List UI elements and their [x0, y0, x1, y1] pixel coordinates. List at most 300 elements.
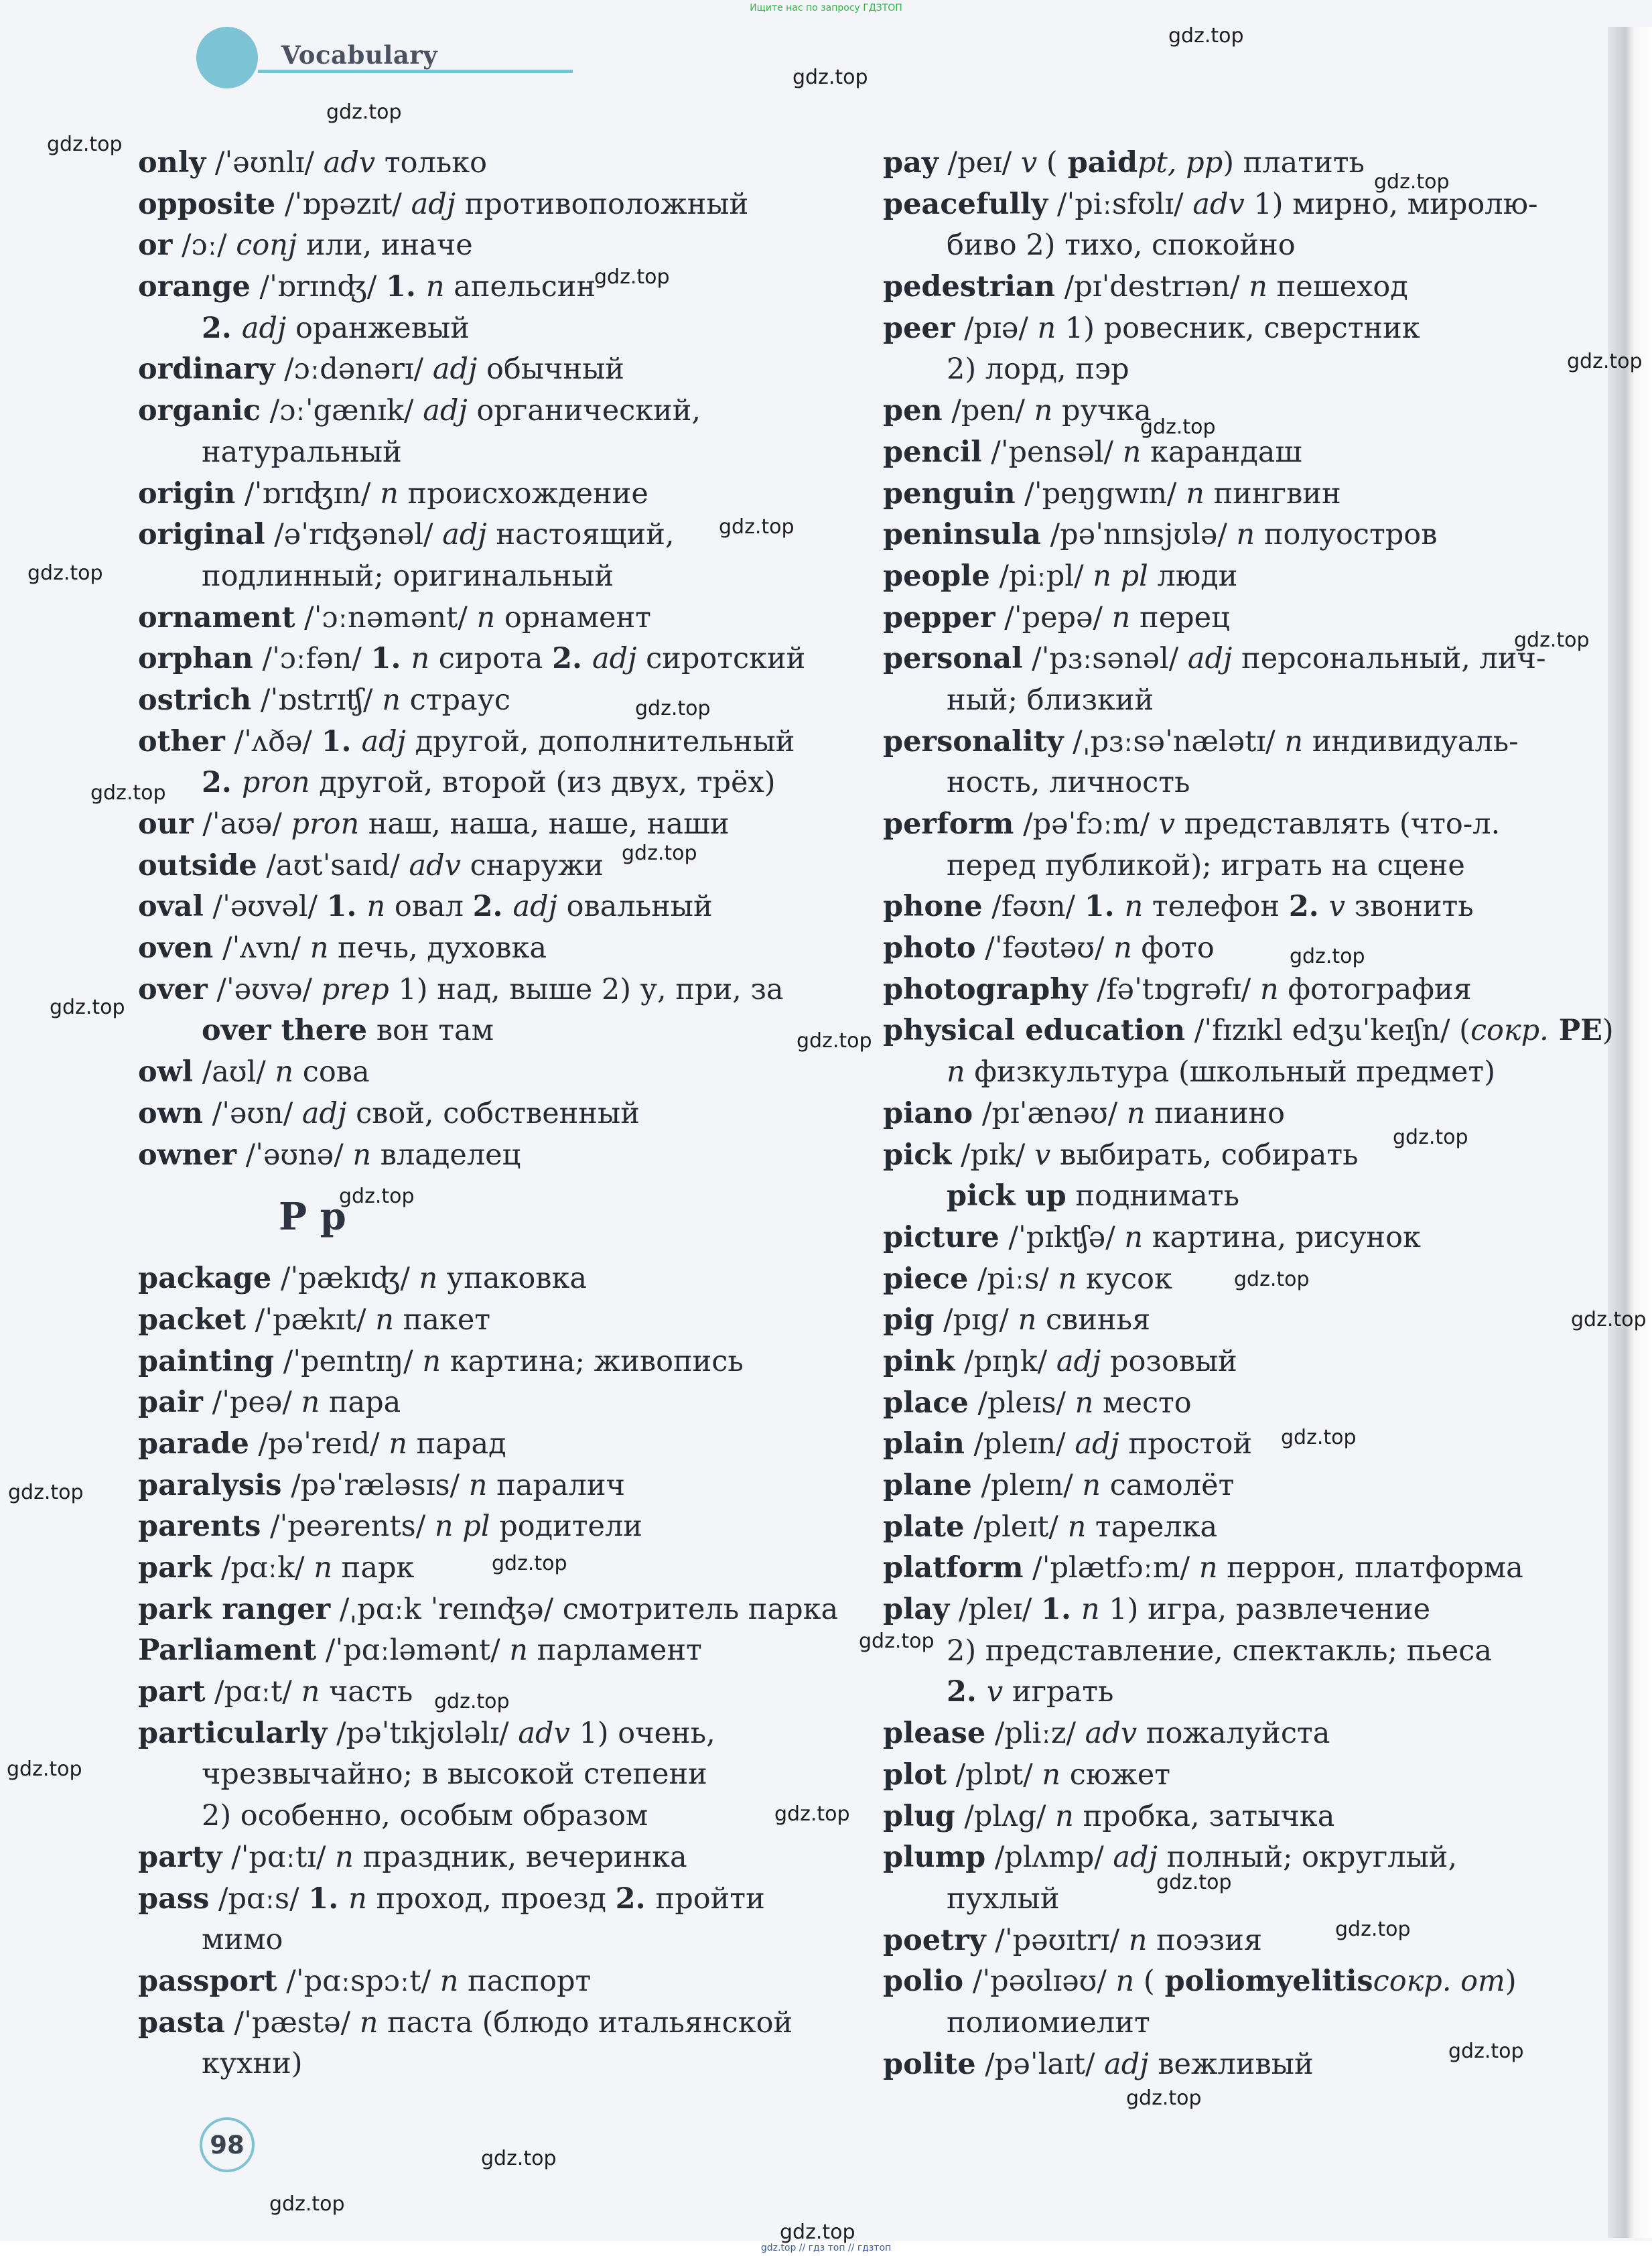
translation: или, иначе: [297, 228, 473, 263]
transcription: /pɪˈdestrɪən/: [1055, 270, 1249, 304]
translation: фотография: [1278, 972, 1472, 1006]
translation: обычный: [477, 352, 624, 387]
entry-continuation-line: [883, 1879, 1586, 1920]
headword: plane: [883, 1469, 972, 1502]
part-of-speech: adj: [1104, 2047, 1149, 2081]
vocabulary-entry: [883, 1507, 1586, 1548]
part-of-speech: v: [1158, 807, 1176, 841]
vocabulary-entry: [138, 1506, 808, 1548]
part-of-speech: adj: [241, 311, 287, 345]
watermark: gdz.top: [1168, 24, 1244, 48]
vocabulary-entry: [138, 1837, 808, 1879]
transcription: /pɪg/: [934, 1303, 1018, 1337]
part-of-speech: n: [468, 1468, 488, 1502]
part-of-speech: n: [422, 1344, 441, 1378]
headword: pepper: [883, 600, 995, 635]
vocabulary-entry: [138, 1093, 808, 1135]
watermark: gdz.top: [1290, 945, 1365, 968]
translation: печь, духовка: [328, 931, 547, 966]
vocabulary-entry: [883, 1465, 1586, 1507]
watermark: gdz.top: [481, 2147, 557, 2170]
footer-banner: gdz.top // гдз топ // гдзтоп: [760, 2243, 892, 2253]
entry-continuation-line: [138, 556, 808, 598]
part-of-speech: pron: [241, 766, 310, 800]
translation: пакет: [394, 1303, 491, 1337]
vocabulary-entry: [138, 1548, 808, 1589]
part-of-speech: n: [1122, 435, 1142, 469]
part-of-speech: n pl: [434, 1510, 490, 1544]
translation: смотритель парка: [562, 1592, 839, 1626]
headword: people: [883, 559, 990, 593]
part-of-speech: n: [1113, 931, 1132, 966]
part-of-speech: n: [1124, 1220, 1144, 1254]
sense-number: 1.: [1041, 1593, 1081, 1627]
sense-number: 1.: [321, 724, 362, 758]
part-of-speech: prep: [321, 972, 389, 1006]
vocabulary-entry: [138, 1879, 808, 1920]
part-of-speech: n: [1075, 1386, 1094, 1420]
watermark: gdz.top: [1234, 1268, 1310, 1291]
part-of-speech: n: [301, 1675, 320, 1709]
vocabulary-entry: [883, 928, 1586, 970]
headword: park: [138, 1551, 212, 1585]
entry-continuation-line: [138, 1754, 808, 1796]
translation: физкультура (школьный предмет): [965, 1055, 1495, 1089]
part-of-speech: adj: [423, 394, 468, 428]
watermark: gdz.top: [780, 2220, 855, 2244]
transcription: /ˈəʊnlɪ/: [206, 146, 324, 180]
vocabulary-entry: [883, 143, 1586, 184]
translation: представлять (что-л.: [1175, 807, 1501, 841]
watermark: gdz.top: [635, 697, 711, 720]
translation: настоящий,: [486, 518, 675, 552]
translation: люди: [1148, 559, 1238, 593]
translation: ный; близкий: [947, 683, 1154, 717]
headword: particularly: [138, 1716, 328, 1750]
part-of-speech: n: [352, 1138, 372, 1172]
translation: страус: [400, 683, 510, 717]
part-of-speech: n: [314, 1551, 333, 1585]
header-circle: [196, 27, 258, 88]
watermark: gdz.top: [339, 1185, 415, 1208]
translation: кусок: [1077, 1262, 1172, 1296]
sense-number: paid: [1057, 146, 1138, 180]
translation: ): [1505, 1965, 1517, 1999]
part-of-speech: adj: [512, 890, 557, 924]
vocabulary-entry: [883, 556, 1586, 598]
translation: только: [375, 146, 488, 180]
transcription: /pɪk/: [951, 1138, 1035, 1172]
transcription: /ˈpɑːtɪ/: [222, 1840, 336, 1874]
headword: piece: [883, 1262, 969, 1296]
translation: карандаш: [1141, 435, 1302, 469]
headword: package: [138, 1262, 272, 1296]
transcription: /plʌg/: [955, 1799, 1056, 1833]
part-of-speech: сокр. от: [1373, 1965, 1505, 1999]
vocabulary-entry: [883, 970, 1586, 1011]
entry-continuation-line: [883, 846, 1586, 887]
transcription: /ˈpɑːspɔːt/: [277, 1964, 440, 1998]
entry-continuation-line: [883, 1672, 1586, 1713]
translation: (: [1037, 146, 1058, 180]
vocabulary-entry: [138, 928, 808, 970]
vocabulary-entry: [883, 1217, 1586, 1259]
translation: поэзия: [1147, 1923, 1262, 1957]
translation: свой, собственный: [346, 1096, 640, 1130]
part-of-speech: adv: [1085, 1717, 1138, 1751]
transcription: /ˈʌðə/: [224, 724, 322, 758]
part-of-speech: adj: [1113, 1841, 1158, 1875]
translation: звонить: [1345, 890, 1474, 924]
watermark: gdz.top: [326, 101, 402, 124]
watermark: gdz.top: [1514, 628, 1590, 652]
transcription: /pɪˈænəʊ/: [973, 1096, 1127, 1130]
vocabulary-entry: [883, 1341, 1586, 1383]
watermark: gdz.top: [797, 1029, 872, 1053]
transcription: /pɪə/: [955, 311, 1038, 345]
headword: poetry: [883, 1923, 986, 1957]
translation: паспорт: [458, 1964, 592, 1998]
translation: пингвин: [1204, 476, 1341, 511]
transcription: /pəˈræləsɪs/: [281, 1468, 469, 1502]
headword: picture: [883, 1220, 1000, 1254]
transcription: /pəˈnɪnsjʊlə/: [1040, 518, 1237, 552]
sense-number: 1.: [1084, 890, 1125, 924]
transcription: /ˈɔːnəmənt/: [295, 600, 477, 635]
watermark: gdz.top: [1281, 1426, 1357, 1449]
transcription: /pɑːs/: [209, 1881, 309, 1916]
part-of-speech: n: [348, 1881, 367, 1916]
vocabulary-entry: [138, 2003, 808, 2044]
vocabulary-entry: [883, 1010, 1614, 1052]
vocabulary-entry: [883, 432, 1586, 474]
sense-number: 2.: [472, 890, 513, 924]
part-of-speech: n: [1284, 724, 1304, 758]
transcription: /pleɪn/: [971, 1469, 1083, 1502]
headword: or: [138, 228, 173, 263]
headword: pair: [138, 1386, 203, 1420]
transcription: /ˈpensəl/: [981, 435, 1123, 469]
vocabulary-entry: [138, 349, 808, 391]
vocabulary-entry: [138, 1258, 808, 1300]
transcription: /ˌpɜːsəˈnælətɪ/: [1063, 724, 1285, 758]
part-of-speech: adj: [432, 352, 478, 387]
transcription: /pəˈtɪkjʊləlɪ/: [327, 1716, 519, 1750]
transcription: /pleɪs/: [968, 1386, 1075, 1420]
translation: органический,: [467, 394, 701, 428]
watermark: gdz.top: [8, 1481, 84, 1504]
vocabulary-entry: [138, 1713, 808, 1755]
part-of-speech: adv: [409, 848, 461, 882]
translation: полиомиелит: [947, 2005, 1150, 2040]
translation: пианино: [1145, 1096, 1286, 1130]
vocabulary-entry: [138, 1341, 808, 1383]
headword: physical education: [883, 1014, 1186, 1048]
translation: 2) представление, спектакль; пьеса: [947, 1634, 1492, 1668]
part-of-speech: n: [275, 1055, 294, 1089]
translation: 2) лорд, пэр: [947, 352, 1129, 387]
translation: играть: [1003, 1675, 1114, 1709]
translation: ность, личность: [947, 766, 1190, 800]
vocabulary-entry: [138, 804, 808, 846]
headword: peacefully: [883, 187, 1048, 221]
translation: наш, наша, наше, наши: [359, 807, 730, 841]
vocabulary-entry: [883, 474, 1586, 515]
translation: полный; округлый,: [1157, 1841, 1458, 1875]
translation: индивидуаль-: [1303, 724, 1519, 758]
translation: парк: [332, 1551, 415, 1585]
translation: родители: [490, 1510, 642, 1544]
transcription: /pen/: [942, 394, 1034, 428]
translation: фото: [1131, 931, 1215, 966]
headword: please: [883, 1717, 986, 1751]
headword: painting: [138, 1344, 275, 1378]
transcription: /ˈpiːsfʊlɪ/: [1048, 187, 1193, 221]
watermark: gdz.top: [1156, 1871, 1232, 1894]
headword: origin: [138, 476, 236, 511]
transcription: /ˈaʊə/: [193, 807, 291, 841]
headword: pedestrian: [883, 270, 1056, 304]
transcription: /pleɪt/: [964, 1510, 1068, 1544]
translation: свинья: [1036, 1303, 1151, 1337]
transcription: /aʊtˈsaɪd/: [257, 848, 409, 882]
vocabulary-entry: [138, 1465, 808, 1507]
vocabulary-entry: [138, 970, 808, 1011]
translation: происхождение: [398, 476, 648, 511]
headword: pen: [883, 394, 943, 428]
headword: parade: [138, 1426, 249, 1461]
vocabulary-entry: [138, 225, 808, 267]
transcription: /ˈɒstrɪʧ/: [251, 683, 383, 717]
part-of-speech: v: [1034, 1138, 1051, 1172]
headword: peer: [883, 311, 955, 345]
transcription: /plʌmp/: [985, 1841, 1113, 1875]
headword: opposite: [138, 187, 276, 221]
vocabulary-entry: [138, 1300, 808, 1341]
headword: Parliament: [138, 1634, 317, 1668]
translation: перед публикой); играть на сцене: [947, 848, 1465, 882]
vocabulary-entry: [883, 886, 1586, 928]
transcription: /ˈfɪzɪkl edʒuˈkeɪʃn/ (: [1185, 1014, 1470, 1048]
sense-number: PE: [1548, 1014, 1602, 1048]
headword: place: [883, 1386, 969, 1420]
headword: plug: [883, 1799, 955, 1833]
part-of-speech: adj: [411, 187, 456, 221]
headword: orange: [138, 270, 251, 304]
vocabulary-entry: [883, 267, 1586, 308]
headword: photography: [883, 972, 1088, 1006]
transcription: /ˈəʊvəl/: [203, 890, 327, 924]
vocabulary-entry: [883, 391, 1586, 432]
transcription: /piːs/: [968, 1262, 1058, 1296]
part-of-speech: n: [947, 1055, 965, 1089]
transcription: /ˈɒrɪnʤ/: [250, 270, 386, 304]
transcription: /ˈpækɪt/: [246, 1303, 376, 1337]
sense-number: 1.: [308, 1881, 349, 1916]
transcription: /ˈɒpəzɪt/: [275, 187, 411, 221]
headword: owl: [138, 1055, 194, 1089]
transcription: /ˈplætfɔːm/: [1023, 1551, 1199, 1585]
translation: владелец: [371, 1138, 521, 1172]
headword: plain: [883, 1427, 965, 1461]
transcription: /ˈpəʊlɪəʊ/: [963, 1965, 1116, 1999]
translation: 2) особенно, особым образом: [202, 1799, 648, 1833]
transcription: /ˈɒrɪʤɪn/: [235, 476, 381, 511]
part-of-speech: conj: [236, 228, 297, 263]
vocabulary-entry: [883, 1383, 1586, 1424]
watermark: gdz.top: [50, 996, 125, 1019]
part-of-speech: adj: [1075, 1427, 1119, 1461]
watermark: gdz.top: [719, 515, 795, 539]
part-of-speech: сокр.: [1470, 1014, 1549, 1048]
vocabulary-entry: [138, 1052, 808, 1093]
vocabulary-entry: [883, 1135, 1586, 1177]
headword: ornament: [138, 600, 295, 635]
transcription: /ˈpepə/: [995, 600, 1112, 635]
translation: 1) очень,: [569, 1716, 715, 1750]
part-of-speech: n: [380, 476, 399, 511]
vocabulary-entry: [138, 143, 808, 184]
translation: простой: [1119, 1427, 1253, 1461]
part-of-speech: n: [419, 1262, 438, 1296]
transcription: /ˈpɑːləmənt/: [316, 1634, 510, 1668]
transcription: /əˈrɪʤənəl/: [265, 518, 443, 552]
watermark: gdz.top: [1571, 1308, 1647, 1331]
translation: натуральный: [202, 435, 402, 469]
sense-number: 2.: [947, 1675, 987, 1709]
vocabulary-entry: [138, 639, 808, 680]
vocabulary-entry: [883, 722, 1586, 763]
translation: сиротский: [636, 642, 806, 676]
translation: кухни): [202, 2047, 303, 2081]
transcription: /ˌpɑːk ˈreɪnʤə/: [330, 1592, 563, 1626]
vocabulary-entry: [138, 1961, 808, 2003]
transcription: /ɔːdənərɪ/: [275, 352, 433, 387]
headword: polio: [883, 1965, 964, 1999]
translation: упаковка: [437, 1262, 587, 1296]
translation: вон там: [367, 1014, 494, 1048]
watermark: gdz.top: [434, 1690, 510, 1713]
translation: картина, рисунок: [1143, 1220, 1421, 1254]
part-of-speech: n: [1115, 1965, 1135, 1999]
part-of-speech: n: [1082, 1469, 1101, 1502]
translation: пухлый: [947, 1881, 1060, 1916]
vocabulary-entry: [138, 515, 808, 556]
translation: пройти: [655, 1881, 765, 1916]
headword: photo: [883, 931, 976, 966]
headword: part: [138, 1675, 206, 1709]
headword: party: [138, 1840, 222, 1874]
transcription: /pɪŋk/: [955, 1344, 1056, 1378]
headword: over: [138, 972, 208, 1006]
transcription: /ˈpeŋgwɪn/: [1015, 476, 1186, 511]
headword: orphan: [138, 642, 253, 676]
entry-continuation-line: [138, 762, 808, 804]
watermark: gdz.top: [622, 842, 697, 865]
part-of-speech: n: [366, 890, 386, 924]
entry-continuation-line: [883, 1176, 1586, 1217]
headword: pass: [138, 1881, 210, 1916]
headword: own: [138, 1096, 203, 1130]
translation: праздник, вечеринка: [353, 1840, 687, 1874]
vocabulary-entry: [883, 308, 1586, 350]
transcription: /ˈəʊnə/: [236, 1138, 353, 1172]
sense-number: poliomyelitis: [1154, 1965, 1373, 1999]
headword: passport: [138, 1964, 277, 1998]
translation: чрезвычайно; в высокой степени: [202, 1757, 707, 1792]
vocabulary-entry: [138, 267, 808, 308]
part-of-speech: n: [476, 600, 496, 635]
headword: other: [138, 724, 225, 758]
watermark: gdz.top: [7, 1757, 82, 1781]
headword: packet: [138, 1303, 247, 1337]
translation: вежливый: [1148, 2047, 1314, 2081]
translation: часть: [320, 1675, 413, 1709]
vocabulary-entry: [138, 391, 808, 432]
headword: organic: [138, 394, 261, 428]
entry-continuation-line: [883, 2003, 1586, 2044]
translation: проход, проезд: [366, 1881, 616, 1916]
translation: ручка: [1052, 394, 1152, 428]
vocabulary-entry: [883, 1548, 1586, 1589]
vocabulary-entry: [883, 639, 1586, 680]
transcription: /ˈpeə/: [202, 1386, 301, 1420]
translation: парламент: [528, 1634, 702, 1668]
headword: pink: [883, 1344, 955, 1378]
vocabulary-entry: [883, 1837, 1586, 1879]
vocabulary-entry: [883, 1300, 1586, 1341]
sense-number: 2.: [202, 766, 242, 800]
translation: снаружи: [460, 848, 604, 882]
transcription: /piːpl/: [989, 559, 1093, 593]
transcription: /ɔːˈgænɪk/: [261, 394, 423, 428]
part-of-speech: n: [382, 683, 401, 717]
part-of-speech: v: [1328, 890, 1345, 924]
watermark: gdz.top: [859, 1630, 935, 1653]
translation: пара: [320, 1386, 401, 1420]
headword: pick: [883, 1138, 952, 1172]
headword: pencil: [883, 435, 982, 469]
transcription: /ˈəʊn/: [202, 1096, 302, 1130]
entry-continuation-line: [138, 2044, 808, 2085]
transcription: /ˈpeɪntɪŋ/: [274, 1344, 423, 1378]
translation: 1) мирно, миролю-: [1244, 187, 1538, 221]
headword: pick up: [947, 1179, 1066, 1213]
translation: поднимать: [1066, 1179, 1239, 1213]
part-of-speech: n pl: [1093, 559, 1148, 593]
transcription: /pəˈreɪd/: [249, 1426, 389, 1461]
part-of-speech: adj: [442, 518, 487, 552]
translation: самолёт: [1101, 1469, 1235, 1502]
headword: piano: [883, 1096, 973, 1130]
headword: owner: [138, 1138, 236, 1172]
translation: овал: [385, 890, 473, 924]
headword: over there: [202, 1014, 368, 1048]
vocabulary-entry: [138, 1135, 808, 1177]
translation: 1) ровесник, сверстник: [1056, 311, 1420, 345]
part-of-speech: n: [309, 931, 329, 966]
watermark: gdz.top: [90, 781, 166, 805]
headword: pay: [883, 146, 939, 180]
transcription: /pəˈfɔːm/: [1014, 807, 1159, 841]
sense-number: 1.: [370, 642, 411, 676]
watermark: gdz.top: [1140, 415, 1216, 439]
vocabulary-entry: [138, 1630, 808, 1672]
entry-continuation-line: [138, 1920, 808, 1961]
entry-continuation-line: [138, 1796, 808, 1837]
watermark: gdz.top: [269, 2192, 345, 2216]
top-banner: Ищите нас по запросу ГДЗТОП: [750, 3, 902, 13]
